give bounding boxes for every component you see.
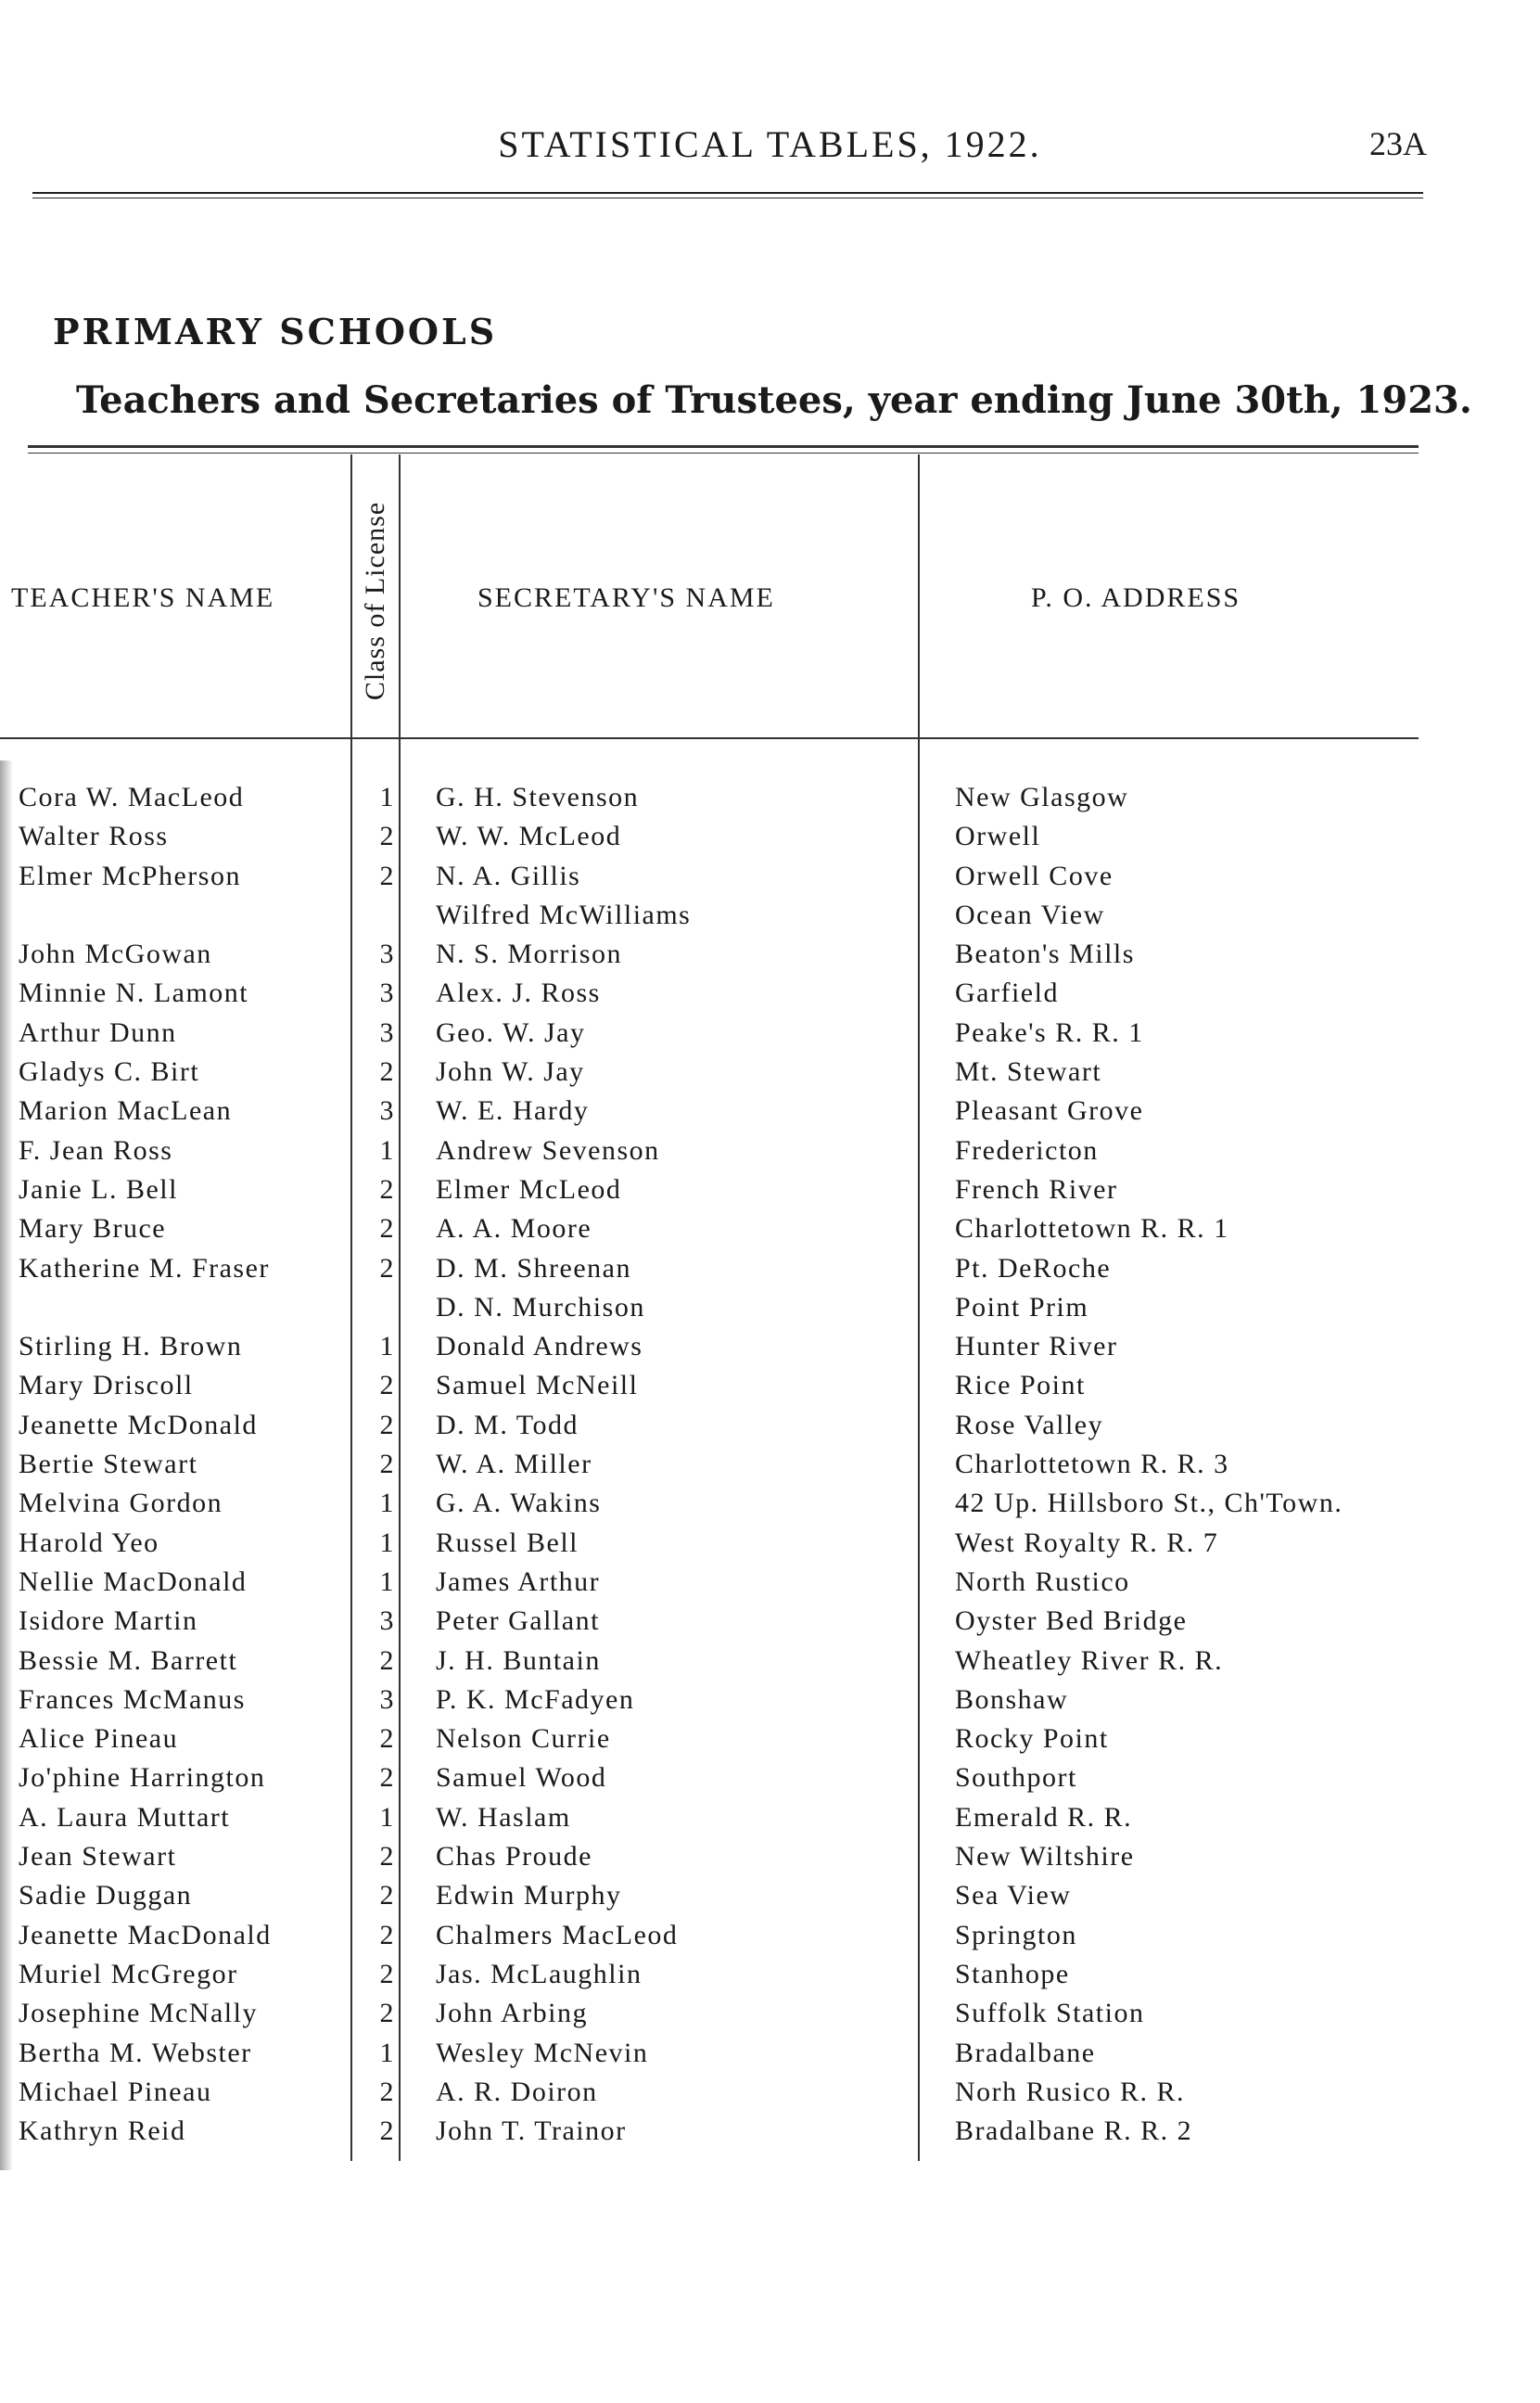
page-header xyxy=(0,119,1540,174)
license-class: 3 xyxy=(379,1605,395,1637)
table-row xyxy=(0,782,1540,821)
secretary-name: J. H. Buntain xyxy=(436,1644,601,1676)
teacher-name: Jean Stewart xyxy=(19,1841,177,1873)
table-row xyxy=(0,2038,1540,2077)
secretary-name: Geo. W. Jay xyxy=(436,1016,586,1048)
secretary-name: Jas. McLaughlin xyxy=(436,1958,643,1989)
column-header-secretary: SECRETARY'S NAME xyxy=(477,582,775,613)
table-row xyxy=(0,1095,1540,1134)
secretary-name: Wilfred McWilliams xyxy=(436,899,692,930)
secretary-name: Samuel McNeill xyxy=(436,1370,639,1401)
column-header-license xyxy=(352,471,399,731)
secretary-name: Samuel Wood xyxy=(436,1762,607,1794)
table-row xyxy=(0,1959,1540,1998)
secretary-name: D. M. Shreenan xyxy=(436,1252,631,1284)
teacher-table-body xyxy=(0,782,1540,2154)
table-row xyxy=(0,821,1540,860)
table-row xyxy=(0,1253,1540,1292)
teacher-name: Marion MacLean xyxy=(19,1095,233,1127)
table-subtitle: Teachers and Secretaries of Trustees, year ending June 30th, 1923. xyxy=(76,378,1472,422)
license-class: 1 xyxy=(379,1134,395,1166)
license-class: 1 xyxy=(379,1527,395,1558)
secretary-name: Andrew Sevenson xyxy=(436,1134,660,1166)
secretary-name: John Arbing xyxy=(436,1998,589,2029)
secretary-name: Chalmers MacLeod xyxy=(436,1919,679,1950)
teacher-name: Cora W. MacLeod xyxy=(19,782,245,812)
teacher-name: Arthur Dunn xyxy=(19,1016,177,1048)
secretary-name: W. W. McLeod xyxy=(436,821,622,852)
table-row xyxy=(0,1802,1540,1841)
teacher-name: John McGowan xyxy=(19,939,212,970)
po-address: Norh Rusico R. R. xyxy=(955,2076,1186,2107)
table-row xyxy=(0,1410,1540,1449)
table-row xyxy=(0,1174,1540,1213)
license-class: 3 xyxy=(379,1683,395,1715)
license-class: 2 xyxy=(379,1449,395,1480)
po-address: Pleasant Grove xyxy=(955,1095,1144,1127)
teacher-name: Bertie Stewart xyxy=(19,1449,198,1480)
table-row xyxy=(0,1449,1540,1488)
po-address: Rose Valley xyxy=(955,1409,1104,1440)
secretary-name: D. N. Murchison xyxy=(436,1291,645,1323)
po-address: Point Prim xyxy=(955,1291,1089,1323)
table-row xyxy=(0,1056,1540,1095)
teacher-name: Muriel McGregor xyxy=(19,1958,238,1989)
teacher-name: Harold Yeo xyxy=(19,1527,159,1558)
table-top-rule xyxy=(28,445,1419,448)
running-title: STATISTICAL TABLES, 1922. xyxy=(498,123,1042,165)
secretary-name: G. A. Wakins xyxy=(436,1488,602,1519)
teacher-name: F. Jean Ross xyxy=(19,1134,173,1166)
teacher-name: Katherine M. Fraser xyxy=(19,1252,270,1284)
table-row xyxy=(0,1762,1540,1801)
secretary-name: Nelson Currie xyxy=(436,1723,611,1755)
po-address: Springton xyxy=(955,1919,1077,1950)
po-address: New Glasgow xyxy=(955,782,1129,812)
teacher-name: Frances McManus xyxy=(19,1683,246,1715)
secretary-name: A. R. Doiron xyxy=(436,2076,598,2107)
teacher-name: Jeanette MacDonald xyxy=(19,1919,272,1950)
po-address: Peake's R. R. 1 xyxy=(955,1016,1144,1048)
secretary-name: John T. Trainor xyxy=(436,2115,627,2147)
po-address: Suffolk Station xyxy=(955,1998,1145,2029)
teacher-name: A. Laura Muttart xyxy=(19,1801,231,1833)
table-row xyxy=(0,1292,1540,1331)
license-class: 3 xyxy=(379,939,395,970)
teacher-name: Elmer McPherson xyxy=(19,860,241,891)
table-row xyxy=(0,1527,1540,1566)
license-class: 2 xyxy=(379,860,395,891)
license-class: 2 xyxy=(379,1644,395,1676)
license-class: 2 xyxy=(379,1841,395,1873)
po-address: Hunter River xyxy=(955,1331,1118,1362)
po-address: Beaton's Mills xyxy=(955,939,1135,970)
po-address: New Wiltshire xyxy=(955,1841,1135,1873)
po-address: Bradalbane xyxy=(955,2037,1096,2068)
license-class: 2 xyxy=(379,2076,395,2107)
column-header-license-label: Class of License xyxy=(360,501,390,701)
table-row xyxy=(0,1920,1540,1959)
teacher-name: Bessie M. Barrett xyxy=(19,1644,238,1676)
license-class: 2 xyxy=(379,1056,395,1088)
table-row xyxy=(0,1723,1540,1762)
section-title: PRIMARY SCHOOLS xyxy=(53,311,498,352)
secretary-name: John W. Jay xyxy=(436,1056,585,1088)
table-row xyxy=(0,1370,1540,1409)
header-rule-top xyxy=(32,192,1423,194)
teacher-name: Bertha M. Webster xyxy=(19,2037,252,2068)
license-class: 2 xyxy=(379,1880,395,1911)
po-address: Emerald R. R. xyxy=(955,1801,1133,1833)
table-row xyxy=(0,2077,1540,2115)
teacher-name: Sadie Duggan xyxy=(19,1880,193,1911)
po-address: Pt. DeRoche xyxy=(955,1252,1112,1284)
table-row xyxy=(0,939,1540,978)
po-address: Stanhope xyxy=(955,1958,1070,1989)
license-class: 2 xyxy=(379,821,395,852)
po-address: Rocky Point xyxy=(955,1723,1109,1755)
license-class: 1 xyxy=(379,1801,395,1833)
po-address: Orwell Cove xyxy=(955,860,1114,891)
table-row xyxy=(0,978,1540,1016)
header-separator-rule xyxy=(0,737,1419,739)
po-address: Oyster Bed Bridge xyxy=(955,1605,1188,1637)
table-row xyxy=(0,1488,1540,1527)
po-address: Garfield xyxy=(955,978,1059,1009)
table-row xyxy=(0,1331,1540,1370)
secretary-name: James Arthur xyxy=(436,1566,601,1597)
po-address: Wheatley River R. R. xyxy=(955,1644,1224,1676)
po-address: French River xyxy=(955,1173,1118,1205)
po-address: Bonshaw xyxy=(955,1683,1069,1715)
teacher-name: Minnie N. Lamont xyxy=(19,978,249,1009)
table-row xyxy=(0,1017,1540,1056)
po-address: 42 Up. Hillsboro St., Ch'Town. xyxy=(955,1488,1343,1519)
secretary-name: Chas Proude xyxy=(436,1841,592,1873)
secretary-name: Donald Andrews xyxy=(436,1331,643,1362)
teacher-name: Mary Bruce xyxy=(19,1213,167,1245)
table-row xyxy=(0,1880,1540,1919)
secretary-name: Alex. J. Ross xyxy=(436,978,601,1009)
license-class: 1 xyxy=(379,2037,395,2068)
table-row xyxy=(0,1213,1540,1252)
teacher-name: Jeanette McDonald xyxy=(19,1409,258,1440)
license-class: 1 xyxy=(379,1331,395,1362)
teacher-name: Gladys C. Birt xyxy=(19,1056,200,1088)
license-class: 2 xyxy=(379,1370,395,1401)
teacher-name: Mary Driscoll xyxy=(19,1370,194,1401)
page-number: 23A xyxy=(1369,125,1427,162)
table-row xyxy=(0,900,1540,939)
secretary-name: Wesley McNevin xyxy=(436,2037,649,2068)
license-class: 1 xyxy=(379,782,395,812)
table-row xyxy=(0,1645,1540,1684)
secretary-name: W. E. Hardy xyxy=(436,1095,590,1127)
license-class: 3 xyxy=(379,1095,395,1127)
secretary-name: Elmer McLeod xyxy=(436,1173,622,1205)
secretary-name: W. A. Miller xyxy=(436,1449,592,1480)
column-header-teacher: TEACHER'S NAME xyxy=(11,582,275,613)
table-row xyxy=(0,1605,1540,1644)
table-row xyxy=(0,2115,1540,2154)
license-class: 3 xyxy=(379,978,395,1009)
secretary-name: D. M. Todd xyxy=(436,1409,579,1440)
secretary-name: N. A. Gillis xyxy=(436,860,581,891)
po-address: Rice Point xyxy=(955,1370,1086,1401)
license-class: 1 xyxy=(379,1488,395,1519)
secretary-name: W. Haslam xyxy=(436,1801,571,1833)
teacher-name: Walter Ross xyxy=(19,821,169,852)
secretary-name: Edwin Murphy xyxy=(436,1880,622,1911)
po-address: Southport xyxy=(955,1762,1077,1794)
table-row xyxy=(0,861,1540,900)
license-class: 2 xyxy=(379,1173,395,1205)
po-address: Sea View xyxy=(955,1880,1072,1911)
license-class: 1 xyxy=(379,1566,395,1597)
teacher-name: Janie L. Bell xyxy=(19,1173,178,1205)
po-address: North Rustico xyxy=(955,1566,1130,1597)
license-class: 2 xyxy=(379,2115,395,2147)
license-class: 2 xyxy=(379,1958,395,1989)
teacher-name: Michael Pineau xyxy=(19,2076,212,2107)
table-top-rule-2 xyxy=(28,453,1419,454)
table-row xyxy=(0,1566,1540,1605)
license-class: 2 xyxy=(379,1998,395,2029)
po-address: Orwell xyxy=(955,821,1041,852)
secretary-name: G. H. Stevenson xyxy=(436,782,640,812)
license-class: 2 xyxy=(379,1919,395,1950)
secretary-name: A. A. Moore xyxy=(436,1213,592,1245)
teacher-name: Isidore Martin xyxy=(19,1605,198,1637)
license-class: 2 xyxy=(379,1409,395,1440)
po-address: Ocean View xyxy=(955,899,1105,930)
table-row xyxy=(0,1684,1540,1723)
secretary-name: Peter Gallant xyxy=(436,1605,600,1637)
license-class: 2 xyxy=(379,1723,395,1755)
license-class: 2 xyxy=(379,1762,395,1794)
po-address: Charlottetown R. R. 3 xyxy=(955,1449,1229,1480)
secretary-name: N. S. Morrison xyxy=(436,939,623,970)
teacher-name: Stirling H. Brown xyxy=(19,1331,243,1362)
teacher-name: Kathryn Reid xyxy=(19,2115,186,2147)
license-class: 2 xyxy=(379,1252,395,1284)
table-row xyxy=(0,1135,1540,1174)
secretary-name: P. K. McFadyen xyxy=(436,1683,635,1715)
po-address: Charlottetown R. R. 1 xyxy=(955,1213,1229,1245)
po-address: Fredericton xyxy=(955,1134,1099,1166)
po-address: Bradalbane R. R. 2 xyxy=(955,2115,1193,2147)
po-address: Mt. Stewart xyxy=(955,1056,1102,1088)
license-class: 2 xyxy=(379,1213,395,1245)
secretary-name: Russel Bell xyxy=(436,1527,579,1558)
license-class: 3 xyxy=(379,1016,395,1048)
teacher-name: Nellie MacDonald xyxy=(19,1566,248,1597)
teacher-name: Josephine McNally xyxy=(19,1998,258,2029)
teacher-name: Jo'phine Harrington xyxy=(19,1762,266,1794)
column-header-address: P. O. ADDRESS xyxy=(1031,582,1241,613)
teacher-name: Alice Pineau xyxy=(19,1723,179,1755)
table-row xyxy=(0,1841,1540,1880)
po-address: West Royalty R. R. 7 xyxy=(955,1527,1219,1558)
table-row xyxy=(0,1998,1540,2037)
teacher-name: Melvina Gordon xyxy=(19,1488,223,1519)
